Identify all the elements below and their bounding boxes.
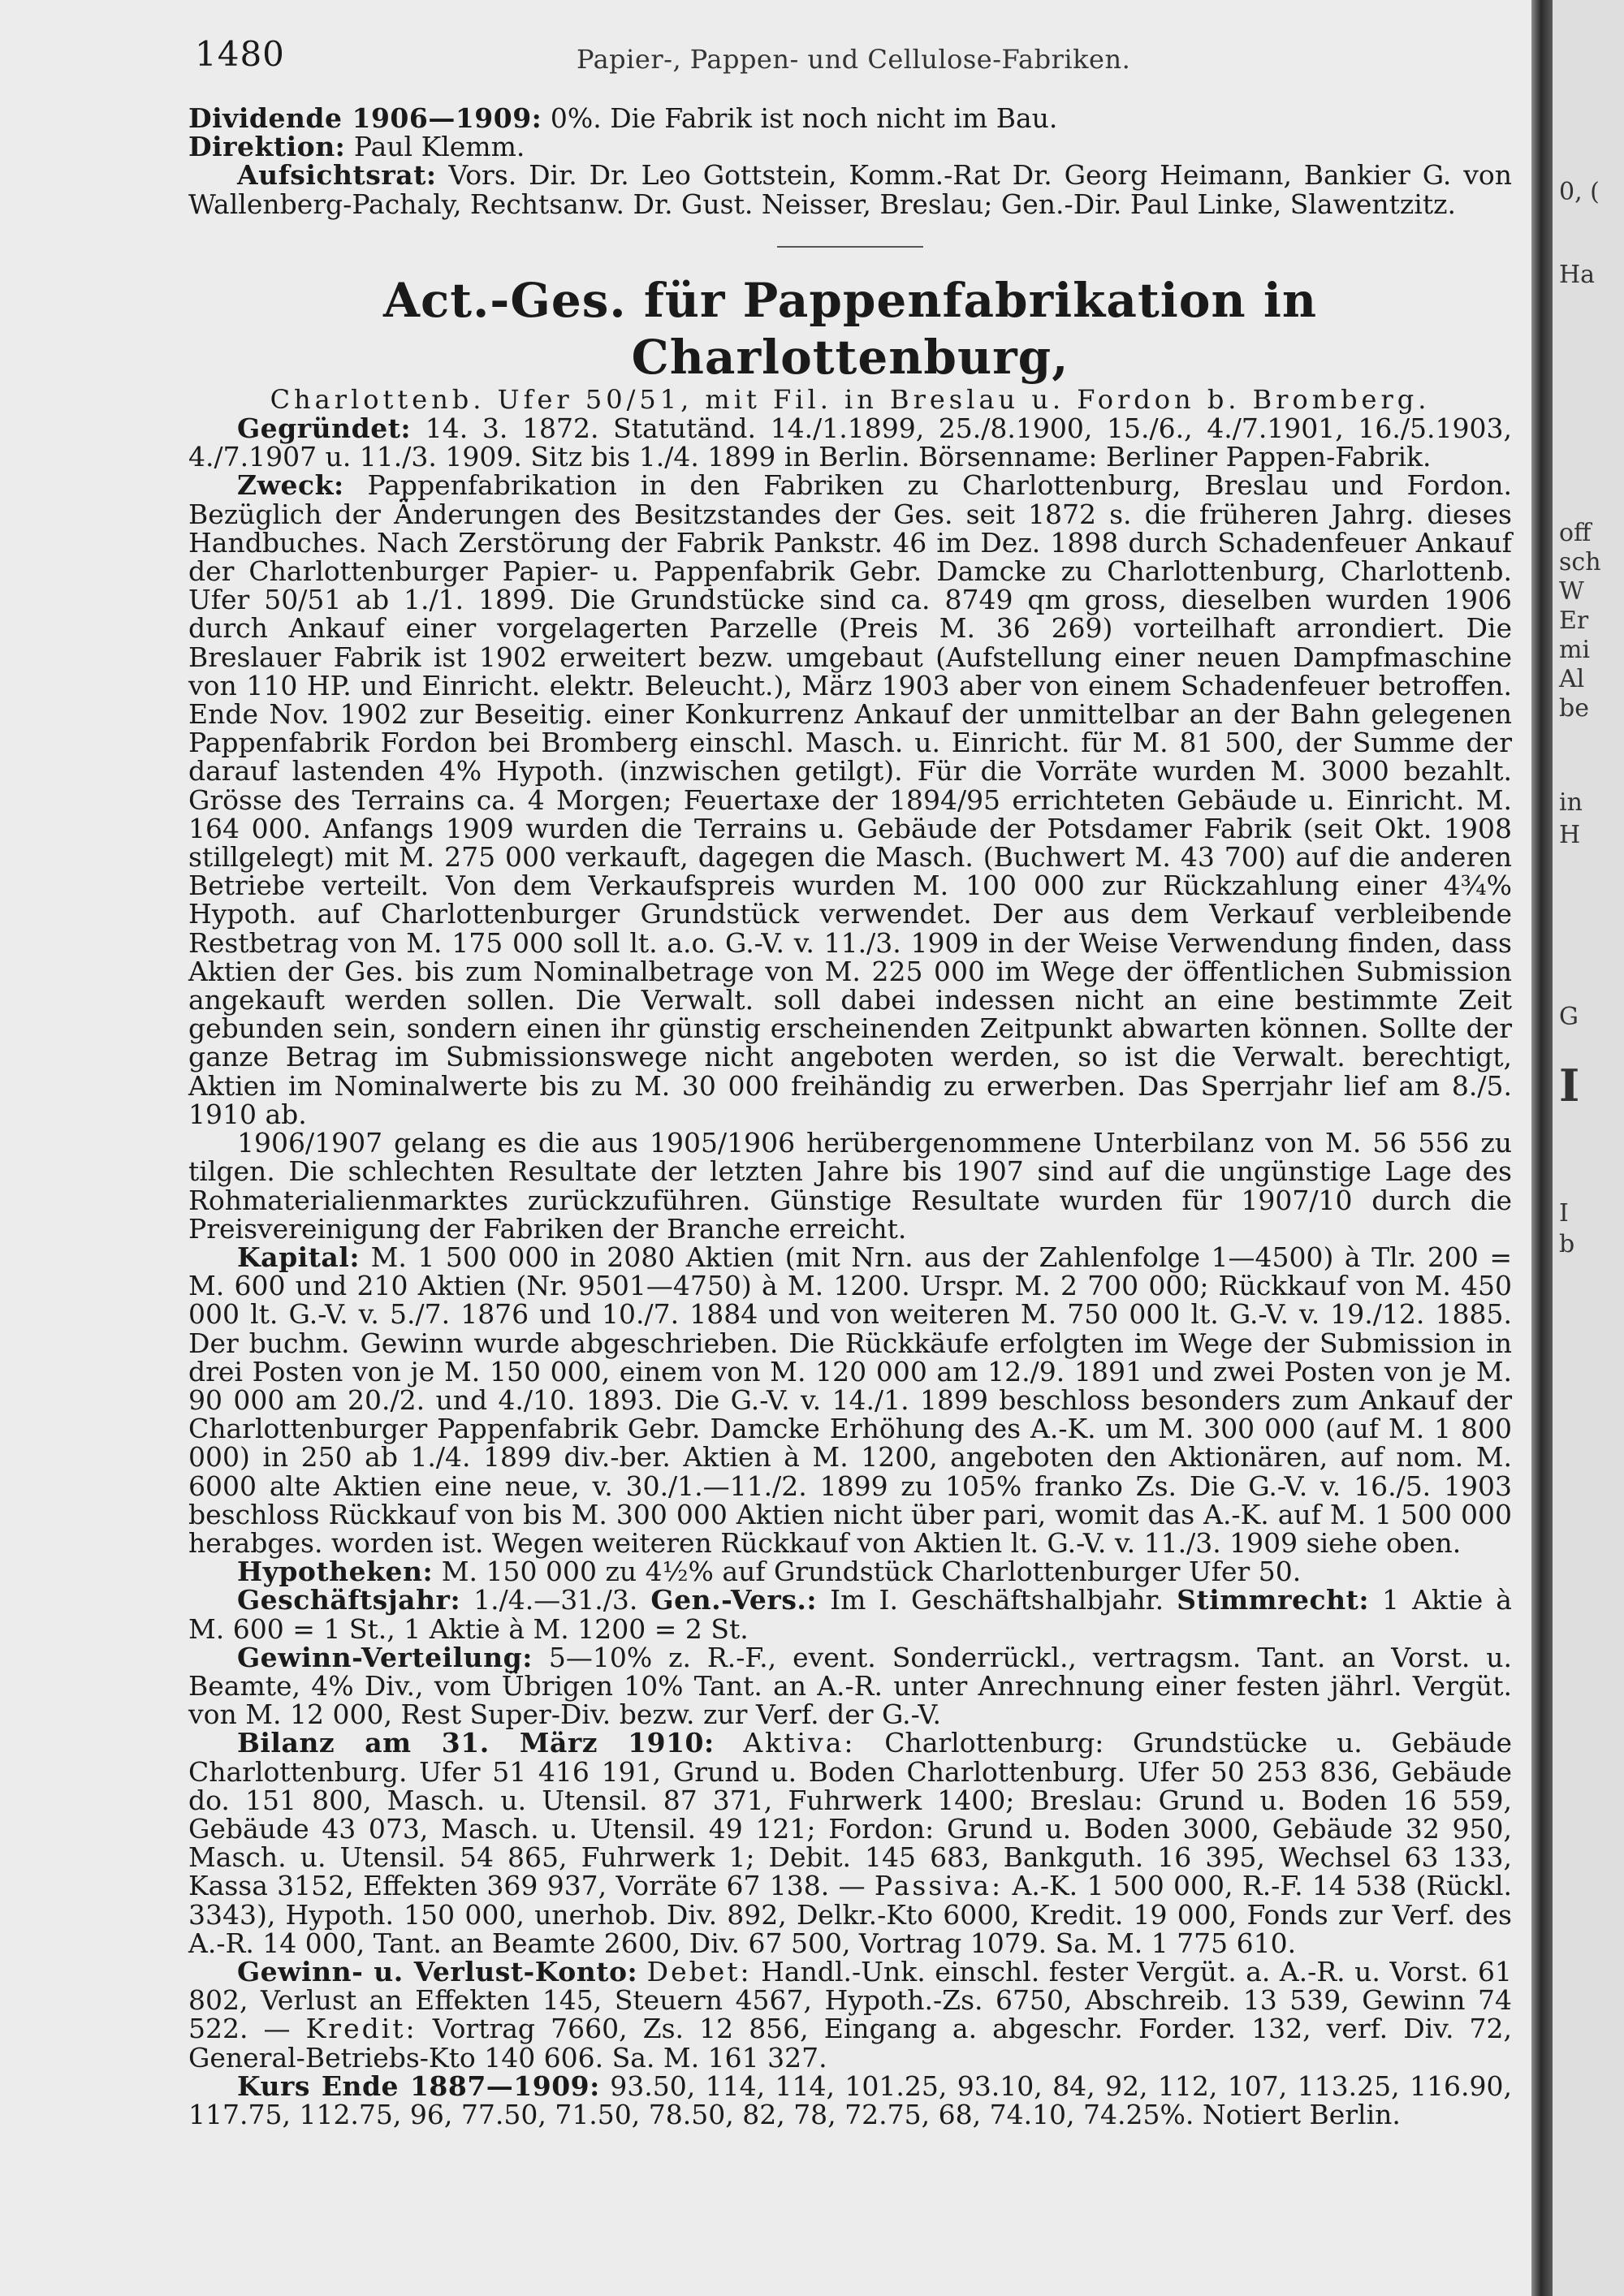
dividende-paragraph — [188, 104, 1512, 132]
aktiva-label: Aktiva: — [743, 1727, 856, 1759]
geschaeftsjahr-paragraph — [188, 1584, 1512, 1645]
adjacent-fragment: 0, ( — [1559, 178, 1600, 206]
kurs-label: Kurs Ende 1887—1909: — [237, 2069, 600, 2102]
page-number: 1480 — [195, 34, 285, 74]
gewinn-verteilung-paragraph — [188, 1643, 1512, 1729]
debet-label: Debet: — [646, 1955, 752, 1987]
direktion-text: Paul Klemm. — [353, 131, 525, 163]
gewinn-verlust-paragraph — [188, 1957, 1512, 2072]
kapital-text: M. 1 500 000 in 2080 Aktien (mit Nrn. aus der Zahlenfolge 1—4500) à Tlr. 200 = M. 600 und 210 Aktien (Nr. 9501—4750) à M. 1200. Urspr. M. 2 700 000; Rückkauf von M. 450 000 lt. G.-V. v. 5./7. 1876 und 10./7. 1884 und von weiteren M. 750 000 lt. G.-V. v. 19./12. 1885. Der buchm. Gewinn wurde abgeschrieben. Die Rückkäufe erfolgten im Wege der Submission in drei Posten von je M. 150 000, einem von M. 120 000 am 12./9. 1891 und zwei Posten von je M. 90 000 am 20./2. und 4./10. 1893. Die G.-V. v. 14./1. 1899 beschloss besonders zum Ankauf der Charlottenburger Pappenfabrik Gebr. Damcke Erhöhung des A.-K. um M. 300 000 (auf M. 1 800 000) in 250 ab 1./4. 1899 div.-ber. Aktien à M. 1200, angeboten den Aktionären, auf nom. M. 6000 alte Aktien eine neue, v. 30./1.—11./2. 1899 zu 105% franko Zs. Die G.-V. v. 16./5. 1903 beschloss Rückkauf von bis M. 300 000 Aktien nicht über pari, womit das A.-K. auf M. 1 500 000 herabges. worden ist. Wegen weiteren Rückkauf von Aktien lt. G.-V. v. 11./3. 1909 siehe oben. — [188, 1241, 1512, 1559]
adjacent-fragment: be — [1559, 694, 1589, 723]
bilanz-label: Bilanz am 31. März 1910: — [237, 1727, 715, 1759]
passiva-text: A.-K. 1 500 000, R.-F. 14 538 (Rückl. 3343), Hypoth. 150 000, unerhob. Div. 892, Delkr.-Kto 6000, Kredit. 19 000, Fonds zur Verf. des A.-R. 14 000, Tant. an Beamte 2600, Div. 67 500, Vortrag 1079. Sa. M. 1 775 610. — [188, 1870, 1513, 1959]
gewinn-verlust-label: Gewinn- u. Verlust-Konto: — [237, 1955, 638, 1987]
zweck-text: Pappenfabrikation in den Fabriken zu Charlottenburg, Breslau und Fordon. Bezüglich der Änderungen des Besitzstandes der Ges. seit 1872 s. die früheren Jahrg. dieses Handbuches. Nach Zerstörung der Fabrik Pankstr. 46 im Dez. 1898 durch Schadenfeuer Ankauf der Charlottenburger Papier- u. Pappenfabrik Gebr. Damcke zu Charlottenburg, Charlottenb. Ufer 50/51 ab 1./1. 1899. Die Grundstücke sind ca. 8749 qm gross, dieselben wurden 1906 durch Ankauf einer vorgelagerten Parzelle (Preis M. 36 269) vorteilhaft arrondiert. Die Breslauer Fabrik ist 1902 erweitert bezw. umgebaut (Aufstellung einer neuen Dampfmaschine von 110 HP. und Einricht. elektr. Beleucht.), März 1903 aber von einem Schadenfeuer betroffen. Ende Nov. 1902 zur Beseitig. einer Konkurrenz Ankauf der unmittelbar an der Bahn gelegenen Pappenfabrik Fordon bei Bromberg einschl. Masch. u. Einricht. für M. 81 500, der Summe der darauf lastenden 4% Hypoth. (inzwischen getilgt). Für die Vorräte wurden M. 3000 bezahlt. Grösse des Terrains ca. 4 Morgen; Feuertaxe der 1894/95 errichteten Gebäude u. Einricht. M. 164 000. Anfangs 1909 wurden die Terrains u. Gebäude der Potsdamer Fabrik (seit Okt. 1908 stillgelegt) mit M. 275 000 verkauft, dagegen die Masch. (Buchwert M. 43 700) auf die anderen Betriebe verteilt. Von dem Verkaufspreis wurden M. 100 000 zur Rückzahlung einer 4¾% Hypoth. auf Charlottenburger Grundstück verwendet. Der aus dem Verkauf verbleibende Restbetrag von M. 175 000 soll lt. a.o. G.-V. v. 11./3. 1909 in der Weise Verwendung finden, dass Aktien der Ges. bis zum Nominalbetrage von M. 225 000 im Wege der öffentlichen Submission angekauft werden sollen. Die Verwalt. soll dabei indessen nicht an eine bestimmte Zeit gebunden sein, sondern einen ihr günstig erscheinenden Zeitpunkt abwarten können. Sollte der ganze Betrag im Submissionswege nicht angeboten werden, so ist die Verwalt. berechtigt, Aktien im Nominalwerte bis zu M. 30 000 freihändig zu erwerben. Das Sperrjahr lief am 8./5. 1910 ab. — [188, 469, 1512, 1130]
adjacent-fragment: off — [1559, 519, 1592, 547]
passiva-label: Passiva: — [874, 1870, 1004, 1902]
gegruendet-text: 14. 3. 1872. Statutänd. 14./1.1899, 25./8.1900, 15./6., 4./7.1901, 16./5.1903, 4./7.1907 u. 11./3. 1909. Sitz bis 1./4. 1899 in Berlin. Börsenname: Berliner Pappen-Fabrik. — [188, 412, 1512, 473]
aufsichtsrat-label: Aufsichtsrat: — [237, 159, 437, 192]
kurs-paragraph — [188, 2069, 1513, 2130]
direktion-paragraph — [188, 132, 1512, 161]
bilanz-paragraph — [188, 1728, 1512, 1957]
hypotheken-paragraph — [188, 1557, 1512, 1586]
aktiva-text: Charlottenburg: Grundstücke u. Gebäude Charlottenburg. Ufer 51 416 191, Grund u. Boden Charlottenburg. Ufer 50 253 836, Gebäude do. 151 800, Masch. u. Utensil. 87 371, Fuhrwerk 1400; Breslau: Grund u. Boden 16 559, Gebäude 43 073, Masch. u. Utensil. 49 121; Fordon: Grund u. Boden 3000, Gebäude 32 950, Masch. u. Utensil. 54 865, Fuhrwerk 1; Debit. 145 683, Bankguth. 16 395, Wechsel 63 133, Kassa 3152, Effekten 369 937, Vorräte 67 138. — — [188, 1727, 1513, 1902]
kredit-text: Vortrag 7660, Zs. 12 856, Eingang a. abgeschr. Forder. 132, verf. Div. 72, General-Betriebs-Kto 140 606. Sa. M. 161 327. — [188, 2013, 1513, 2074]
gegruendet-paragraph — [188, 414, 1512, 471]
page-header — [195, 34, 1429, 83]
book-gutter — [1531, 0, 1553, 2296]
section-divider — [777, 246, 923, 248]
zweck-label: Zweck: — [237, 469, 344, 502]
aufsichtsrat-paragraph — [188, 161, 1512, 218]
gegruendet-label: Gegründet: — [237, 412, 412, 445]
company-address: Charlottenb. Ufer 50/51, mit Fil. in Breslau u. Fordon b. Bromberg. — [270, 383, 1431, 415]
dividende-text: 0%. Die Fabrik ist noch nicht im Bau. — [550, 102, 1058, 134]
adjacent-fragment: b — [1559, 1230, 1575, 1258]
dividende-label: Dividende 1906—1909: — [188, 102, 542, 134]
gen-vers-text: Im I. Geschäftshalbjahr. — [830, 1584, 1164, 1616]
gewinn-verteilung-label: Gewinn-Verteilung: — [237, 1641, 533, 1673]
adjacent-fragment: Ha — [1559, 261, 1596, 289]
adjacent-fragment: H — [1559, 821, 1581, 849]
adjacent-fragment: W — [1559, 577, 1584, 606]
kredit-label: Kredit: — [305, 2013, 417, 2045]
adjacent-fragment: Al — [1559, 665, 1585, 693]
adjacent-fragment: G — [1559, 1003, 1579, 1031]
stimmrecht-text: 1 Aktie à M. 600 = 1 St., 1 Aktie à M. 1200 = 2 St. — [188, 1584, 1512, 1645]
geschaeftsjahr-label: Geschäftsjahr: — [237, 1584, 461, 1616]
adjacent-fragment: mi — [1559, 636, 1591, 664]
zweck-continuation: 1906/1907 gelang es die aus 1905/1906 herübergenommene Unterbilanz von M. 56 556 zu tilgen. Die schlechten Resultate der letzten Jahre bis 1907 sind auf die ungünstige Lage des Rohmaterialienmarktes zurückzuführen. Günstige Resultate wurden für 1907/10 durch die Preisvereinigung der Fabriken der Branche erreicht. — [188, 1127, 1512, 1245]
gewinn-verteilung-text: 5—10% z. R.-F., event. Sonderrückl., vertragsm. Tant. an Vorst. u. Beamte, 4% Div., vom Übrigen 10% Tant. an A.-R. unter Anrechnung einer festen jährl. Vergüt. von M. 12 000, Rest Super-Div. bezw. zur Verf. der G.-V. — [188, 1641, 1512, 1731]
aufsichtsrat-text: Vors. Dir. Dr. Leo Gottstein, Komm.-Rat Dr. Georg Heimann, Bankier G. von Wallenberg-Pachaly, Rechtsanw. Dr. Gust. Neisser, Breslau; Gen.-Dir. Paul Linke, Slawentzitz. — [188, 159, 1512, 220]
company-title: Act.-Ges. für Pappenfabrikation in Charlottenburg, — [382, 272, 1318, 385]
adjacent-page-edge — [1553, 0, 1624, 2296]
adjacent-fragment: sch — [1559, 548, 1601, 576]
adjacent-fragment: Er — [1559, 606, 1589, 635]
adjacent-fragment: I — [1559, 1060, 1580, 1111]
running-title: Papier-, Pappen- und Cellulose-Fabriken. — [577, 44, 1131, 75]
kapital-label: Kapital: — [237, 1241, 361, 1273]
gen-vers-label: Gen.-Vers.: — [650, 1584, 818, 1616]
hypotheken-label: Hypotheken: — [237, 1556, 434, 1588]
adjacent-fragment: in — [1559, 788, 1583, 817]
page-content — [188, 104, 1512, 2129]
adjacent-fragment: I — [1559, 1199, 1569, 1228]
zweck-paragraph — [188, 471, 1512, 1129]
kurs-text: 93.50, 114, 114, 101.25, 93.10, 84, 92, 112, 107, 113.25, 116.90, 117.75, 112.75, 96, 77.50, 71.50, 78.50, 82, 78, 72.75, 68, 74.10, 74.25%. Notiert Berlin. — [188, 2069, 1513, 2130]
direktion-label: Direktion: — [188, 131, 346, 163]
geschaeftsjahr-text: 1./4.—31./3. — [473, 1584, 638, 1616]
kapital-paragraph — [188, 1243, 1512, 1557]
hypotheken-text: M. 150 000 zu 4½% auf Grundstück Charlottenburger Ufer 50. — [441, 1556, 1302, 1588]
debet-text: Handl.-Unk. einschl. fester Vergüt. a. A.-R. u. Vorst. 61 802, Verlust an Effekten 145, Steuern 4567, Hypoth.-Zs. 6750, Abschreib. 13 539, Gewinn 74 522. — — [188, 1955, 1512, 2045]
stimmrecht-label: Stimmrecht: — [1177, 1584, 1369, 1616]
